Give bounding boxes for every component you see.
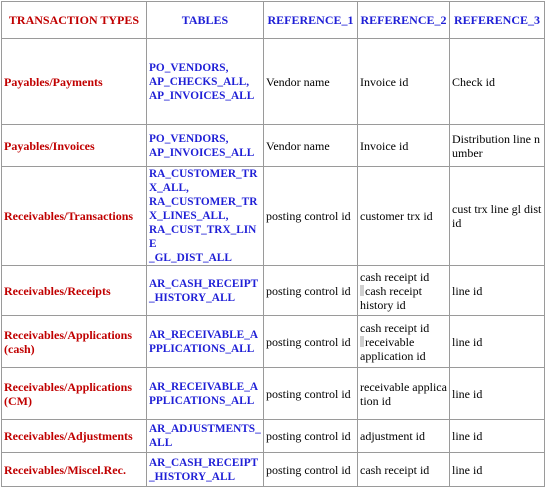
table-name: _HISTORY_ALL — [149, 470, 236, 483]
reference-3-cell: Check id — [450, 39, 545, 125]
table-row — [2, 368, 545, 420]
table-row — [2, 167, 545, 266]
tables-cell — [147, 368, 264, 420]
table-name: X_LINES_ALL, — [149, 210, 229, 222]
table-name: AR_RECEIVABLE_A — [149, 328, 259, 341]
tables-cell — [147, 39, 264, 125]
tables-cell — [147, 167, 264, 266]
reference-3-cell: cust trx line gl dist id — [450, 167, 545, 266]
tables-cell — [147, 125, 264, 167]
transaction-type-cell: Receivables/Adjustments — [2, 420, 147, 453]
reference-1-cell: posting control id — [264, 266, 358, 316]
table-name: X_ALL, — [149, 182, 189, 194]
transaction-type-cell: Payables/Payments — [2, 39, 147, 125]
reference-3-cell: line id — [450, 316, 545, 368]
table-name: _HISTORY_ALL — [149, 291, 236, 304]
transaction-type-cell: Payables/Invoices — [2, 125, 147, 167]
header-tables: TABLES — [147, 2, 264, 39]
table-name: RA_CUST_TRX_LINE — [149, 224, 257, 250]
tables-cell — [147, 316, 264, 368]
header-reference-3: REFERENCE_3 — [450, 2, 545, 39]
reference-2-line: receivable — [365, 334, 415, 349]
transaction-type-cell: Receivables/Receipts — [2, 266, 147, 316]
reference-1-cell: Vendor name — [264, 39, 358, 125]
reference-2-cell: adjustment id — [358, 420, 450, 453]
table-row — [2, 453, 545, 487]
table-row — [2, 39, 545, 125]
table-name: PO_VENDORS, — [149, 61, 229, 74]
reference-3-cell: line id — [450, 420, 545, 453]
reference-3-cell: line id — [450, 453, 545, 487]
reference-1-cell: Vendor name — [264, 125, 358, 167]
table-name: RA_CUSTOMER_TR — [149, 196, 258, 208]
table-row — [2, 266, 545, 316]
reference-2-line: cash receipt — [365, 283, 422, 298]
table-name: AP_CHECKS_ALL, — [149, 75, 250, 88]
reference-2-line: history id — [360, 297, 406, 312]
reference-2-cell — [358, 316, 450, 368]
reference-2-cell — [358, 266, 450, 316]
table-name: AR_RECEIVABLE_A — [149, 380, 259, 393]
transaction-type-cell: Receivables/Miscel.Rec. — [2, 453, 147, 487]
table-name: AR_CASH_RECEIPT — [149, 456, 259, 469]
table-name: AP_INVOICES_ALL — [149, 89, 255, 102]
reference-1-cell: posting control id — [264, 453, 358, 487]
reference-2-line-marked — [360, 284, 447, 298]
reference-1-cell: posting control id — [264, 316, 358, 368]
reference-3-cell: line id — [450, 368, 545, 420]
cell-marker — [360, 285, 364, 296]
table-row — [2, 420, 545, 453]
tables-cell — [147, 266, 264, 316]
reference-2-cell: Invoice id — [358, 39, 450, 125]
table-name: PPLICATIONS_ALL — [149, 394, 255, 407]
tables-cell — [147, 420, 264, 453]
reference-mapping-table — [1, 1, 545, 487]
cell-marker — [360, 336, 364, 347]
table-name: PO_VENDORS, — [149, 132, 229, 145]
table-name: AR_CASH_RECEIPT — [149, 277, 259, 290]
reference-3-cell: Distribution line number — [450, 125, 545, 167]
transaction-type-cell: Receivables/Transactions — [2, 167, 147, 266]
table-name: AR_ADJUSTMENTS_ — [149, 423, 261, 435]
header-reference-2: REFERENCE_2 — [358, 2, 450, 39]
header-row — [2, 2, 545, 39]
reference-3-cell: line id — [450, 266, 545, 316]
transaction-type-cell: Receivables/Applications (cash) — [2, 316, 147, 368]
table-name: RA_CUSTOMER_TR — [149, 168, 258, 180]
reference-2-cell: cash receipt id — [358, 453, 450, 487]
table-row — [2, 316, 545, 368]
reference-2-line-marked — [360, 335, 447, 349]
reference-2-line: cash receipt id — [360, 269, 430, 284]
reference-2-line: application id — [360, 348, 426, 363]
header-transaction-types: TRANSACTION TYPES — [2, 2, 147, 39]
table-name: _GL_DIST_ALL — [149, 252, 232, 264]
reference-2-cell: Invoice id — [358, 125, 450, 167]
reference-1-cell: posting control id — [264, 420, 358, 453]
reference-2-line: cash receipt id — [360, 320, 430, 335]
table-name: ALL — [149, 437, 173, 449]
table-name: PPLICATIONS_ALL — [149, 342, 255, 355]
reference-2-cell: receivable application id — [358, 368, 450, 420]
reference-1-cell: posting control id — [264, 368, 358, 420]
table-row — [2, 125, 545, 167]
reference-2-cell: customer trx id — [358, 167, 450, 266]
tables-cell — [147, 453, 264, 487]
header-reference-1: REFERENCE_1 — [264, 2, 358, 39]
table-name: AP_INVOICES_ALL — [149, 146, 255, 159]
reference-1-cell: posting control id — [264, 167, 358, 266]
transaction-type-cell: Receivables/Applications (CM) — [2, 368, 147, 420]
